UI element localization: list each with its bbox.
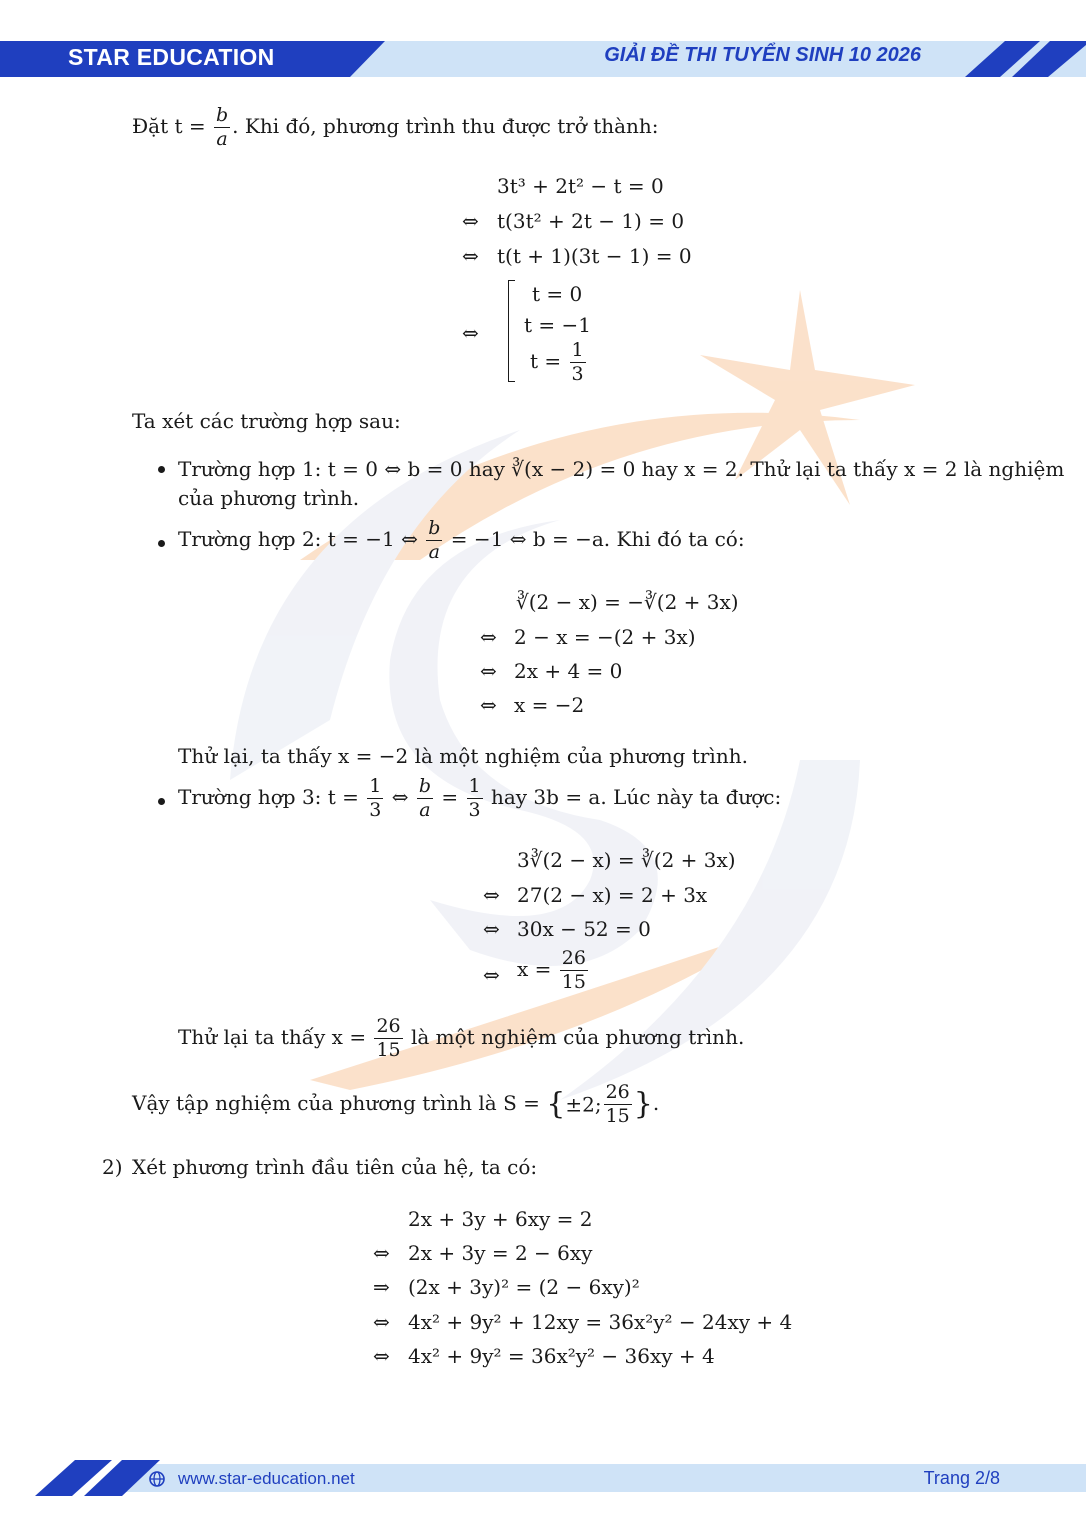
case-bracket — [508, 280, 515, 382]
case-tm1: t = −1 — [524, 313, 591, 337]
eq1-line2: t(3t² + 2t − 1) = 0 — [497, 209, 685, 233]
intro-line: Đặt t = $\frac{b}{a}$ . Khi đó, phương trình thu được trở thành: — [132, 104, 659, 150]
eq2-line2: 2 − x = −(2 + 3x) — [514, 625, 696, 649]
solution-set: Vậy tập nghiệm của phương trình là S = {±2; $\frac{26}{15}$ }. — [132, 1081, 660, 1127]
eq2-line1: ∛(2 − x) = −∛(2 + 3x) — [516, 590, 739, 614]
case3-line: Trường hợp 3: t = $\frac{1}{3}$ ⇔ $\frac{b}{a}$ = $\frac{1}{3}$ hay 3b = a. Lúc này ta được: — [178, 775, 782, 821]
iff-symbol: ⇔ — [483, 883, 500, 907]
eq2-line3: 2x + 4 = 0 — [514, 659, 623, 683]
iff-symbol: ⇔ — [373, 1310, 390, 1334]
iff-symbol: ⇔ — [373, 1344, 390, 1368]
eq4-line1: 2x + 3y + 6xy = 2 — [408, 1207, 593, 1231]
eq4-line4: 4x² + 9y² + 12xy = 36x²y² − 24xy + 4 — [408, 1310, 793, 1334]
eq3-line1: 3∛(2 − x) = ∛(2 + 3x) — [517, 848, 736, 872]
part2-number: 2) — [102, 1155, 123, 1179]
footer-url-link[interactable]: www.star-education.net — [178, 1469, 355, 1488]
case2-check: Thử lại, ta thấy x = −2 là một nghiệm của phương trình. — [178, 744, 748, 768]
brand-name: STAR EDUCATION — [68, 44, 275, 70]
bullet-icon — [158, 466, 165, 473]
page-number: Trang 2/8 — [923, 1468, 1000, 1488]
part2-intro: Xét phương trình đầu tiên của hệ, ta có: — [132, 1155, 538, 1179]
eq3-line3: 30x − 52 = 0 — [517, 917, 651, 941]
case-t0: t = 0 — [532, 282, 583, 306]
iff-symbol: ⇔ — [373, 1241, 390, 1265]
case2-line: Trường hợp 2: t = −1 ⇔ $\frac{b}{a}$ = −1 ⇔ b = −a. Khi đó ta có: — [178, 517, 745, 563]
iff-symbol: ⇔ — [480, 693, 497, 717]
bullet-icon — [158, 540, 165, 547]
globe-icon — [149, 1471, 165, 1487]
iff-symbol: ⇔ — [462, 321, 479, 345]
case1-line2: của phương trình. — [178, 486, 360, 510]
iff-symbol: ⇔ — [483, 963, 500, 987]
eq4-line5: 4x² + 9y² = 36x²y² − 36xy + 4 — [408, 1344, 715, 1368]
case-t13: t = $\frac{1}{3}$ — [530, 339, 584, 385]
iff-symbol: ⇔ — [462, 209, 479, 233]
cases-intro: Ta xét các trường hợp sau: — [132, 409, 401, 433]
case1-line1: Trường hợp 1: t = 0 ⇔ b = 0 hay ∛(x − 2) = 0 hay x = 2. Thử lại ta thấy x = 2 là nghiệm — [178, 457, 1065, 481]
eq2-line4: x = −2 — [514, 693, 585, 717]
eq1-line3: t(t + 1)(3t − 1) = 0 — [497, 244, 692, 268]
eq4-line2: 2x + 3y = 2 − 6xy — [408, 1241, 593, 1265]
document-title: GIẢI ĐỀ THI TUYỂN SINH 10 2026 — [604, 44, 921, 66]
iff-symbol: ⇔ — [480, 625, 497, 649]
eq3-line4: x = $\frac{26}{15}$ — [517, 947, 586, 993]
iff-symbol: ⇔ — [480, 659, 497, 683]
eq4-line3: (2x + 3y)² = (2 − 6xy)² — [408, 1275, 640, 1299]
eq1-line1: 3t³ + 2t² − t = 0 — [497, 174, 664, 198]
iff-symbol: ⇔ — [483, 917, 500, 941]
implies-symbol: ⇒ — [373, 1275, 390, 1299]
iff-symbol: ⇔ — [462, 244, 479, 268]
case3-check: Thử lại ta thấy x = $\frac{26}{15}$ là một nghiệm của phương trình. — [178, 1015, 745, 1061]
eq3-line2: 27(2 − x) = 2 + 3x — [517, 883, 708, 907]
bullet-icon — [158, 798, 165, 805]
